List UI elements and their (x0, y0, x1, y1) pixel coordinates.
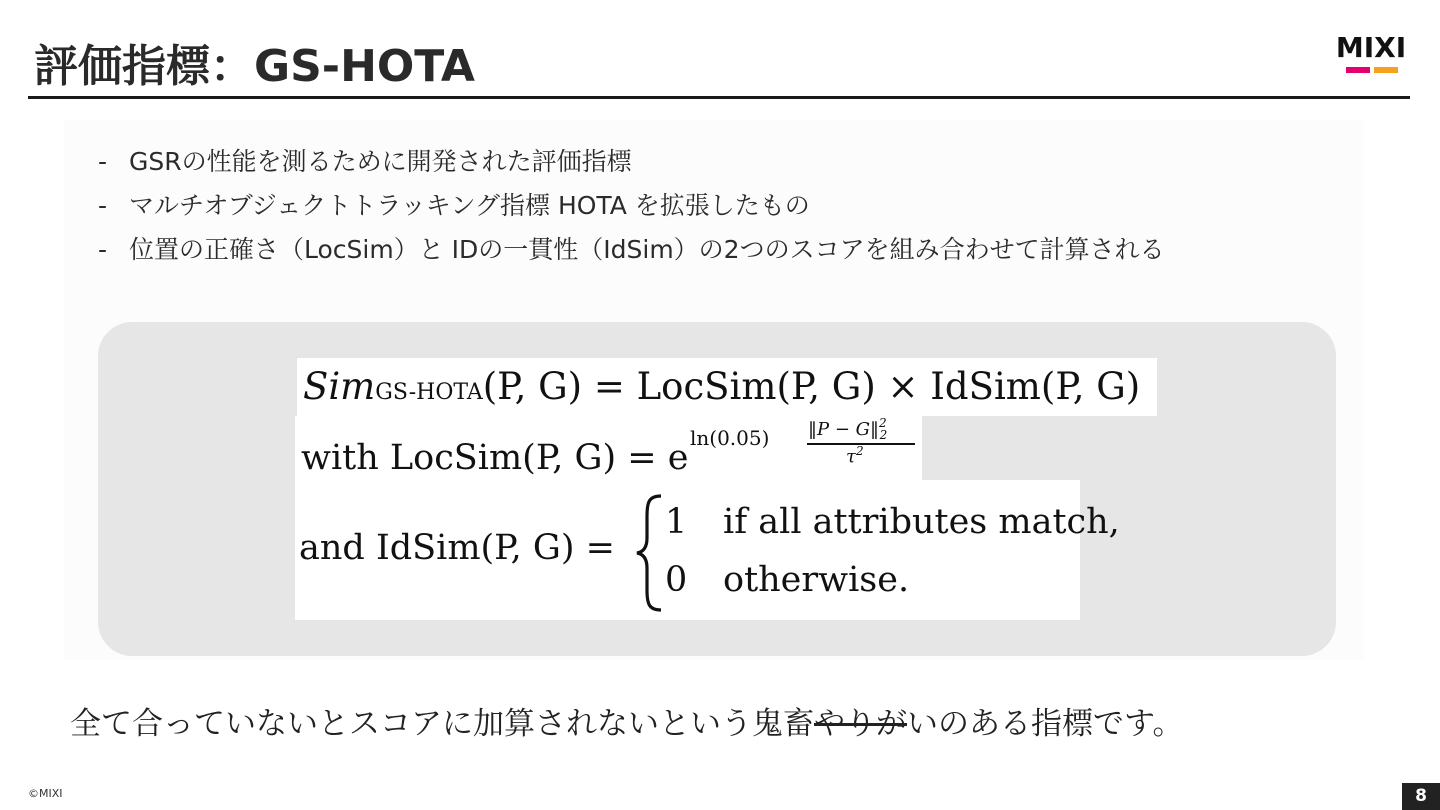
page-number: 8 (1402, 783, 1440, 810)
bullet-item: - マルチオブジェクトトラッキング指標 HOTA を拡張したもの (98, 191, 810, 220)
logo-bar-orange (1374, 67, 1398, 73)
struck-text: やりが (814, 706, 907, 742)
formula-line-3: and IdSim(P, G) = 1 if all attributes match, 0 otherwise. (295, 480, 1080, 620)
copyright: ©MIXI (28, 787, 63, 800)
page-title: 評価指標：GS-HOTA (34, 41, 475, 92)
logo-bar-pink (1346, 67, 1370, 73)
bottom-note: 全て合っていないとスコアに加算されないという鬼畜やりがいのある指標です。 (70, 706, 1184, 742)
bullet-item: - 位置の正確さ（LocSim）と IDの一貫性（IdSim）の2つのスコアを組み合わせて計算される (98, 235, 1165, 264)
bullet-item: - GSRの性能を測るために開発された評価指標 (98, 147, 632, 176)
formula-line-2: with LocSim(P, G) = e ln(0.05) ‖P − G‖$^2_2$ $\tau^2$ (295, 416, 922, 480)
mixi-logo (1330, 31, 1412, 76)
left-brace-icon (635, 492, 665, 614)
logo-text: MIXI (1335, 31, 1407, 64)
title-divider (28, 96, 1410, 99)
bullet-list (98, 140, 1165, 272)
formula-line-1: SimGS-HOTA(P, G) = LocSim(P, G) × IdSim(P, G) (297, 358, 1157, 416)
